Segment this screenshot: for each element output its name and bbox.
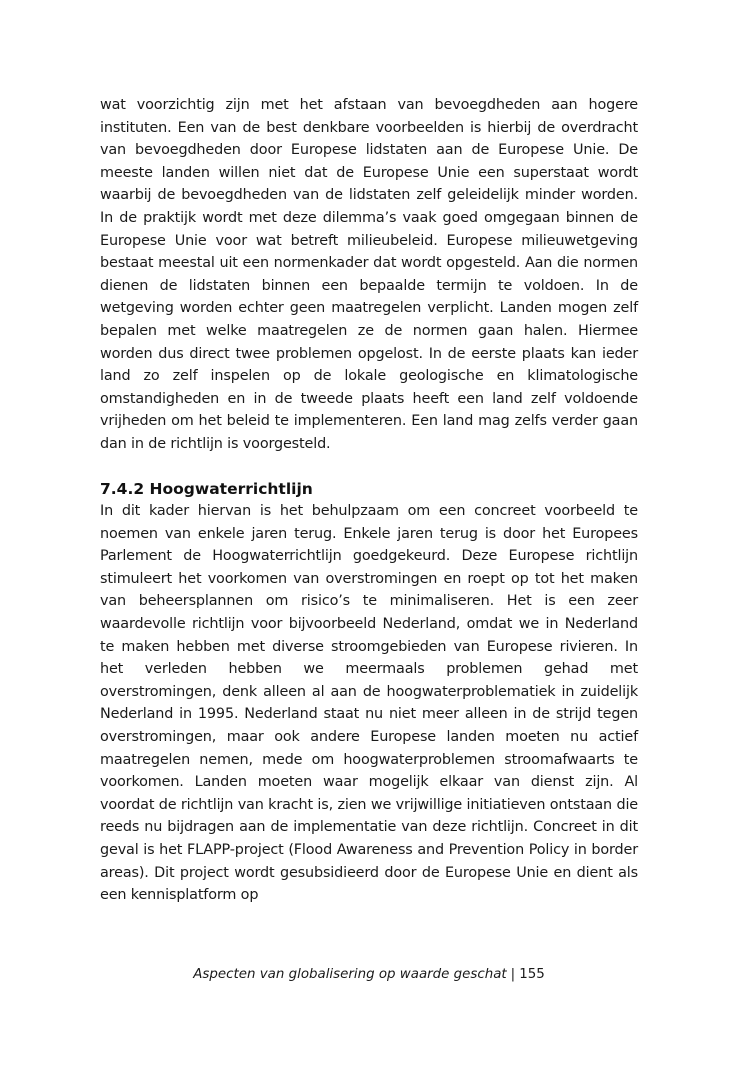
page-body [100,94,638,907]
paragraph-1: wat voorzichtig zijn met het afstaan van bevoegdheden aan hogere instituten. Een van de best denkbare voorbeelden is hierbij de overdracht van bevoegdheden door Europese lidstaten aan de Europese Unie. De meeste landen willen niet dat de Europese Unie een superstaat wordt waarbij de bevoegdheden van de lidstaten zelf geleidelijk minder worden. In de praktijk wordt met deze dilemma’s vaak goed omgegaan binnen de Europese Unie voor wat betreft milieubeleid. Europese milieuwetgeving bestaat meestal uit een normenkader dat wordt opgesteld. Aan die normen dienen de lidstaten binnen een bepaalde termijn te voldoen. In de wetgeving worden echter geen maatregelen verplicht. Landen mogen zelf bepalen met welke maatregelen ze de normen gaan halen. Hiermee worden dus direct twee problemen opgelost. In de eerste plaats kan ieder land zo zelf inspelen op de lokale geologische en klimatologische omstandigheden en in de tweede plaats heeft een land zelf voldoende vrijheden om het beleid te implementeren. Een land mag zelfs verder gaan dan in de richtlijn is voorgesteld. [100,97,638,452]
footer-book-title: Aspecten van globalisering op waarde geschat [193,967,507,982]
section-heading: 7.4.2 Hoogwaterrichtlijn [100,479,313,498]
page-footer [0,965,738,985]
footer-separator: | [510,967,516,982]
paragraph-2: In dit kader hiervan is het behulpzaam om een concreet voorbeeld te noemen van enkele jaren terug. Enkele jaren terug is door het Europees Parlement de Hoogwaterrichtlijn goedgekeurd. Deze Europese richtlijn stimuleert het voorkomen van overstromingen en roept op tot het maken van beheersplannen om risico’s te minimaliseren. Het is een zeer waardevolle richtlijn voor bijvoorbeeld Nederland, omdat we in Nederland te maken hebben met diverse stroomgebieden van Europese rivieren. In het verleden hebben we meermaals problemen gehad met overstromingen, denk alleen al aan de hoogwaterproblematiek in zuidelijk Nederland in 1995. Nederland staat nu niet meer alleen in de strijd tegen overstromingen, maar ook andere Europese landen moeten nu actief maatregelen nemen, mede om hoogwaterproblemen stroomafwaarts te voorkomen. Landen moeten waar mogelijk elkaar van dienst zijn. Al voordat de richtlijn van kracht is, zien we vrijwillige initiatieven ontstaan die reeds nu bijdragen aan de implementatie van deze richtlijn. Concreet in dit geval is het FLAPP-project (Flood Awareness and Prevention Policy in border areas). Dit project wordt gesubsidieerd door de Europese Unie en dient als een kennisplatform op [100,503,638,904]
page-number: 155 [519,967,545,982]
